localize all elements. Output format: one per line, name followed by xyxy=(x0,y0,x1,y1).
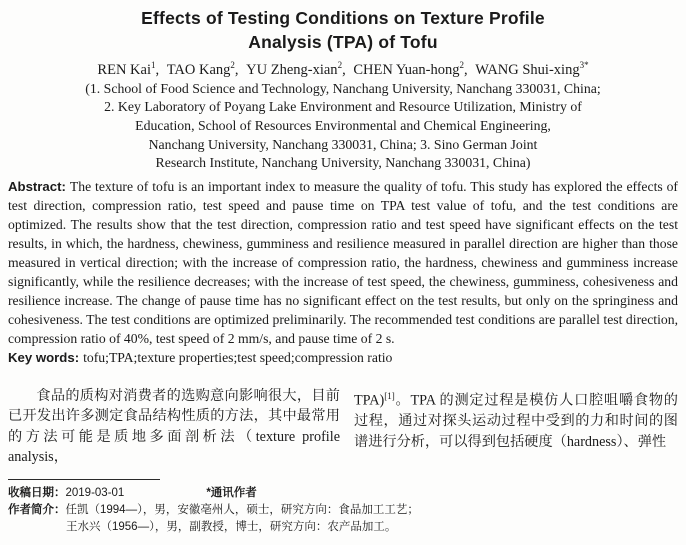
paper-title-line1: Effects of Testing Conditions on Texture Profile xyxy=(141,8,545,28)
author-bio-line2: 王水兴（1956—），男，副教授，博士，研究方向：农产品加工。 xyxy=(66,521,397,533)
author-name: TAO Kang$^2$, xyxy=(166,60,243,78)
paper-title xyxy=(0,0,686,54)
body-columns xyxy=(8,386,678,468)
footnote-divider xyxy=(8,479,160,480)
paper-title-line2: Analysis (TPA) of Tofu xyxy=(248,32,438,52)
author-bio-line1: 作者简介：任凯（1994—），男，安徽亳州人，硕士，研究方向：食品加工工艺； xyxy=(8,504,419,516)
body-right-paragraph: TPA)[1]。TPA 的测定过程是模仿人口腔咀嚼食物的过程，通过对探头运动过程中受到的力和时间的图谱进行分析，可以得到包括硬度（hardness）、弹性 xyxy=(354,390,678,450)
author-superscript: 2 xyxy=(337,60,343,70)
affiliations-block xyxy=(0,80,686,173)
author-name: YU Zheng-xian$^2$, xyxy=(246,60,350,78)
author-bio-label: 作者简介： xyxy=(8,504,66,516)
keywords-label: Key words: xyxy=(8,349,80,365)
affiliation-line: (1. School of Food Science and Technology, Nanchang University, Nanchang 330031, China; xyxy=(85,80,601,96)
body-right-column xyxy=(354,386,678,468)
abstract-paragraph xyxy=(8,177,678,348)
received-date-label: 收稿日期： xyxy=(8,487,66,499)
author-superscript: 2 xyxy=(459,60,464,70)
affiliation-line: Nanchang University, Nanchang 330031, China; 3. Sino German Joint xyxy=(148,136,538,152)
body-left-column xyxy=(8,386,340,468)
body-left-paragraph: 食品的质构对消费者的选购意向影响很大，目前已开发出许多测定食品结构性质的方法，其中最常用的方法可能是质地多面剖析法（texture profile analysis， xyxy=(8,387,340,466)
keywords-text: tofu;TPA;texture properties;test speed;compression ratio xyxy=(83,349,393,365)
author-name: REN Kai$^1$, xyxy=(97,60,163,78)
author-superscript: 3* xyxy=(579,60,589,70)
footnote-block xyxy=(8,479,678,536)
authors-line xyxy=(0,55,686,80)
abstract-text: The texture of tofu is an important index to measure the quality of tofu. This study has explored the effects of test direction, compression ratio, test speed and pause time on TPA test value of tofu, and the test conditions are optimized. The results show that the test direction, compression ratio and test speed have significant effects on the test results, in which, the hardness, chewiness, gumminess and resilience measured in parallel direction are higher than those measured in vertical direction; with the increase of compression ratio, the hardness, chewiness and gumminess increase significantly, while the resilience decreases; with the increase of test speed, the chewiness, gumminess, cohesiveness and resilience increase. The change of pause time has no significant effect on the test results, but only on the springiness and cohesiveness. The test conditions are optimized preliminarily. The recommended test conditions are parallel test direction, compression ratio of 40%, test speed of 2 mm/s, and pause time of 2 s. xyxy=(8,178,678,346)
author-superscript: 2 xyxy=(230,60,235,70)
affiliation-line: Research Institute, Nanchang University, Nanchang 330031, China) xyxy=(155,155,531,171)
received-date-value: 2019-03-01 xyxy=(65,487,125,499)
affiliation-line: 2. Key Laboratory of Poyang Lake Environment and Resource Utilization, Ministry of xyxy=(104,99,582,115)
author-name: WANG Shui-xing$^{3*}$ xyxy=(475,60,589,78)
keywords-line xyxy=(8,348,678,367)
abstract-label: Abstract: xyxy=(8,178,66,194)
citation-superscript: [1] xyxy=(384,390,395,401)
author-superscript: 1 xyxy=(150,60,156,70)
corresponding-author-note: *通讯作者 xyxy=(206,487,257,499)
affiliation-line: Education, School of Resources Environmental and Chemical Engineering, xyxy=(135,118,551,134)
received-date-line xyxy=(8,485,678,502)
author-name: CHEN Yuan-hong$^2$, xyxy=(353,60,472,78)
